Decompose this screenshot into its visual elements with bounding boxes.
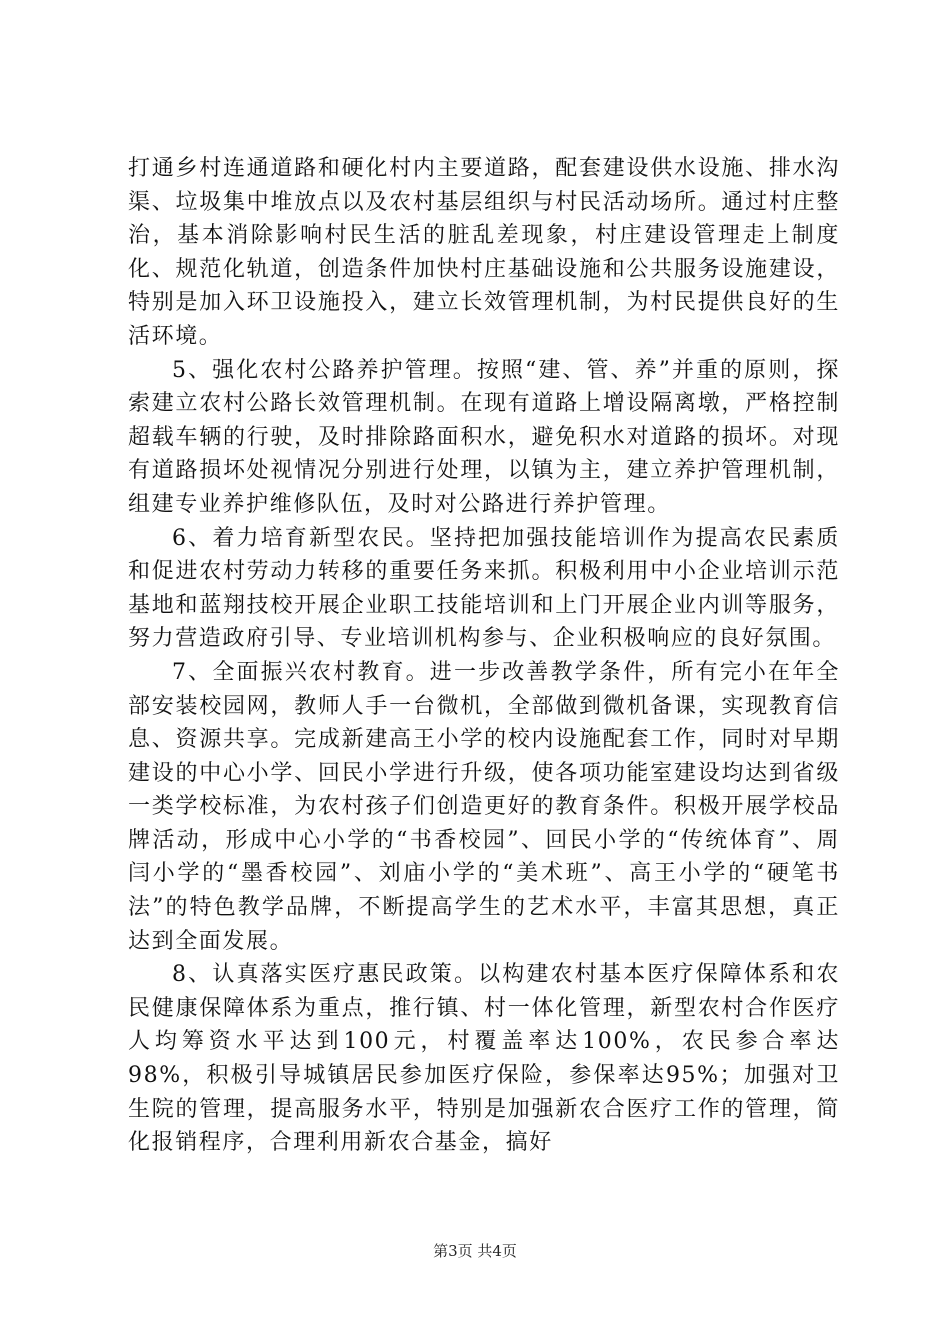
paragraph-item-6: 6、着力培育新型农民。坚持把加强技能培训作为提高农民素质和促进农村劳动力转移的重要任务来抓。积极利用中小企业培训示范基地和蓝翔技校开展企业职工技能培训和上门开展企业内训等服务，努力营造政府引导、专业培训机构参与、企业积极响应的良好氛围。 [128, 525, 840, 652]
paragraph-continuation: 打通乡村连通道路和硬化村内主要道路，配套建设供水设施、排水沟渠、垃圾集中堆放点以及农村基层组织与村民活动场所。通过村庄整治，基本消除影响村民生活的脏乱差现象，村庄建设管理走上制度化、规范化轨道，创造条件加快村庄基础设施和公共服务设施建设，特别是加入环卫设施投入，建立长效管理机制，为村民提供良好的生活环境。 [128, 156, 840, 349]
paragraph-item-7: 7、全面振兴农村教育。进一步改善教学条件，所有完小在年全部安装校园网，教师人手一台微机，全部做到微机备课，实现教育信息、资源共享。完成新建高王小学的校内设施配套工作，同时对早期建设的中心小学、回民小学进行升级，使各项功能室建设均达到省级一类学校标准，为农村孩子们创造更好的教育条件。积极开展学校品牌活动，形成中心小学的“书香校园”、回民小学的“传统体育”、周闫小学的“墨香校园”、刘庙小学的“美术班”、高王小学的“硬笔书法”的特色教学品牌，不断提高学生的艺术水平，丰富其思想，真正达到全面发展。 [128, 659, 840, 954]
paragraph-item-8: 8、认真落实医疗惠民政策。以构建农村基本医疗保障体系和农民健康保障体系为重点，推行镇、村一体化管理，新型农村合作医疗人均筹资水平达到100元，村覆盖率达100%，农民参合率达98%，积极引导城镇居民参加医疗保险，参保率达95%；加强对卫生院的管理，提高服务水平，特别是加强新农合医疗工作的管理，简化报销程序，合理利用新农合基金，搞好 [128, 962, 840, 1156]
paragraph-item-5: 5、强化农村公路养护管理。按照“建、管、养”并重的原则，探索建立农村公路长效管理机制。在现有道路上增设隔离墩，严格控制超载车辆的行驶，及时排除路面积水，避免积水对道路的损坏。对现有道路损坏处视情况分别进行处理，以镇为主，建立养护管理机制，组建专业养护维修队伍，及时对公路进行养护管理。 [128, 357, 840, 517]
page-footer: 第3页 共4页 [433, 1242, 517, 1260]
document-body [128, 152, 840, 1160]
